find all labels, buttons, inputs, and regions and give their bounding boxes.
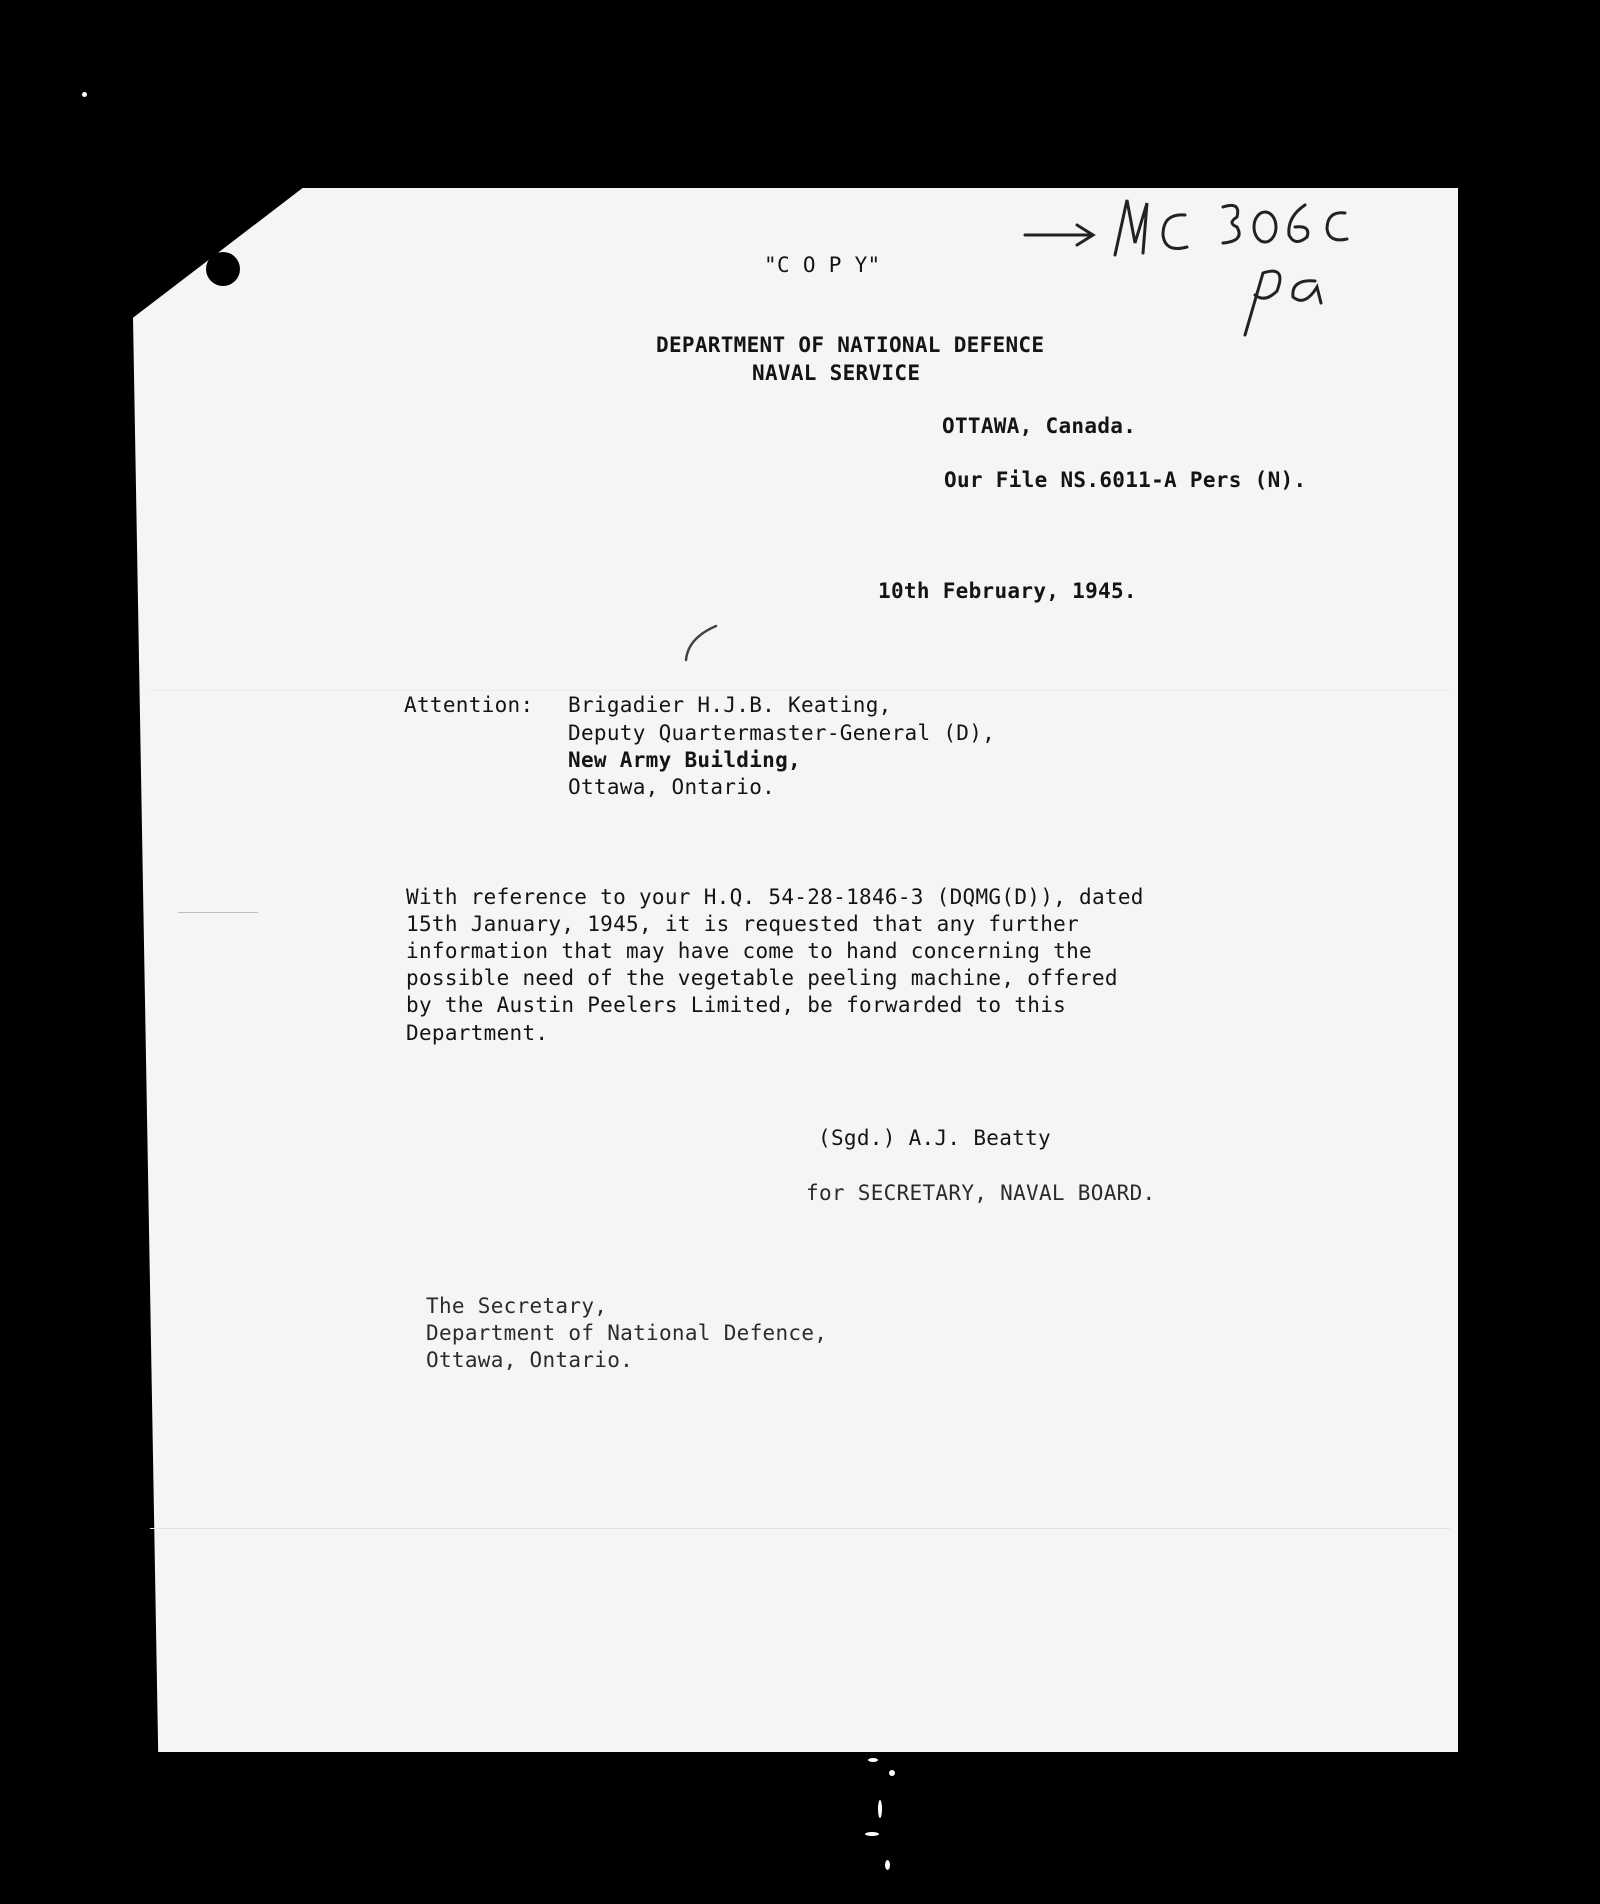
attention-line: Brigadier H.J.B. Keating,: [568, 693, 892, 717]
attention-line: New Army Building,: [568, 748, 801, 772]
addressee-line: Department of National Defence,: [426, 1321, 828, 1345]
file-reference: Our File NS.6011-A Pers (N).: [944, 468, 1307, 492]
attention-line: Ottawa, Ontario.: [568, 775, 776, 799]
handwritten-annotation: [1015, 195, 1360, 345]
copy-mark: "C O P Y": [764, 253, 881, 277]
margin-mark: [178, 912, 258, 913]
body-line: With reference to your H.Q. 54-28-1846-3 (DQMG(D)), dated: [406, 885, 1144, 909]
punch-hole: [206, 252, 240, 286]
body-line: Department.: [406, 1021, 549, 1045]
scan-speck: [865, 1832, 879, 1836]
scan-speck: [868, 1758, 878, 1762]
addressee-line: The Secretary,: [426, 1294, 608, 1318]
scan-line: [150, 690, 1450, 691]
attention-line: Deputy Quartermaster-General (D),: [568, 721, 996, 745]
scan-speck: [885, 1860, 890, 1870]
letter-date: 10th February, 1945.: [878, 579, 1137, 603]
scan-speck: [82, 92, 87, 97]
signature-title: for SECRETARY, NAVAL BOARD.: [806, 1181, 1156, 1205]
scan-speck: [889, 1770, 895, 1776]
header-service: NAVAL SERVICE: [752, 361, 921, 385]
pencil-mark: [678, 622, 724, 664]
header-department: DEPARTMENT OF NATIONAL DEFENCE: [656, 333, 1045, 357]
scan-speck: [878, 1800, 882, 1818]
signature-line: (Sgd.) A.J. Beatty: [818, 1126, 1051, 1150]
body-line: possible need of the vegetable peeling machine, offered: [406, 966, 1118, 990]
addressee-line: Ottawa, Ontario.: [426, 1348, 634, 1372]
place-line: OTTAWA, Canada.: [942, 414, 1137, 438]
body-line: 15th January, 1945, it is requested that any further: [406, 912, 1080, 936]
scan-line: [150, 1528, 1450, 1529]
attention-label: Attention:: [404, 693, 534, 717]
body-line: information that may have come to hand concerning the: [406, 939, 1092, 963]
body-line: by the Austin Peelers Limited, be forwarded to this: [406, 993, 1067, 1017]
